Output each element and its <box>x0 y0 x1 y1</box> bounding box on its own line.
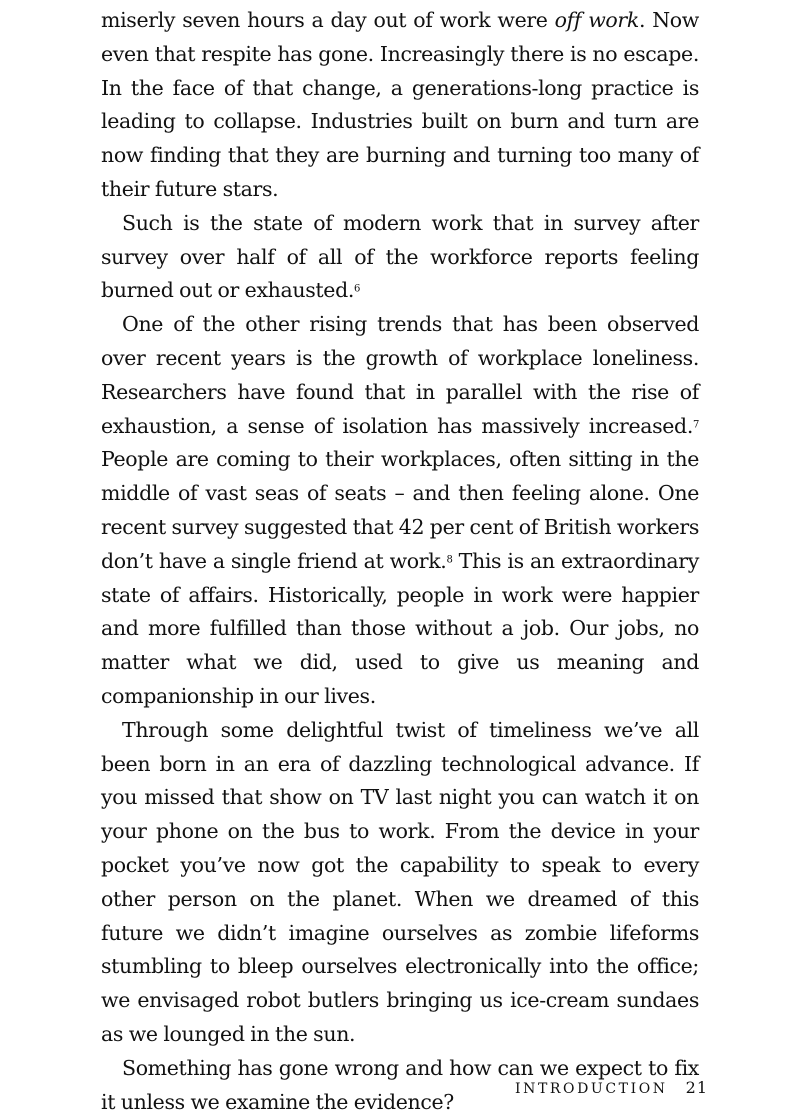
paragraph-3 <box>101 308 699 714</box>
paragraph-3-text-mid: People are coming to their workplaces, often sitting in the middle of vast seas of seats – and then feeling alone. One recent survey suggested that 42 per cent of British workers don’t have a single friend at work. <box>101 447 699 573</box>
paragraph-1-text-cont: . Now even that respite has gone. Increasingly there is no escape. In the face of that change, a generations-long practice is leading to collapse. Industries built on burn and turn are now finding that they are burning and turning too many of their future stars. <box>101 8 699 201</box>
paragraph-4-text: Through some delightful twist of timeliness we’ve all been born in an era of dazzling technological advance. If you missed that show on TV last night you can watch it on your phone on the bus to work. From the device in your pocket you’ve now got the capability to speak to every other person on the planet. When we dreamed of this future we didn’t imagine ourselves as zombie lifeforms stumbling to bleep ourselves electronically into the office; we envisaged robot butlers bringing us ice-cream sundaes as we lounged in the sun. <box>101 717 699 1046</box>
page-body <box>101 4 699 1119</box>
footnote-ref-7: 7 <box>692 419 699 431</box>
paragraph-1 <box>101 4 699 207</box>
footnote-ref-6: 6 <box>354 283 361 295</box>
paragraph-2 <box>101 207 699 308</box>
paragraph-4 <box>101 714 699 1052</box>
running-footer <box>515 1078 708 1097</box>
paragraph-5-text: Something has gone wrong and how can we expect to fix it unless we examine the evidence? <box>101 1055 699 1114</box>
section-title: INTRODUCTION <box>514 1081 668 1097</box>
footnote-ref-8: 8 <box>446 554 453 566</box>
page-number: 21 <box>685 1078 708 1097</box>
paragraph-3-text: One of the other rising trends that has been observed over recent years is the growth of workplace loneliness. Researchers have found that in parallel with the rise of exhaustion, a sense of isolation has massively increased. <box>101 312 699 438</box>
paragraph-2-text: Such is the state of modern work that in survey after survey over half of all of the workforce reports feeling burned out or exhausted. <box>101 210 699 303</box>
paragraph-3-text-end: This is an extraordinary state of affairs. Historically, people in work were happier and more fulfilled than those without a job. Our jobs, no matter what we did, used to give us meaning and companionship in our lives. <box>101 548 699 708</box>
emphasis-off-work: off work <box>554 8 639 32</box>
paragraph-1-text: miserly seven hours a day out of work were <box>101 8 555 32</box>
